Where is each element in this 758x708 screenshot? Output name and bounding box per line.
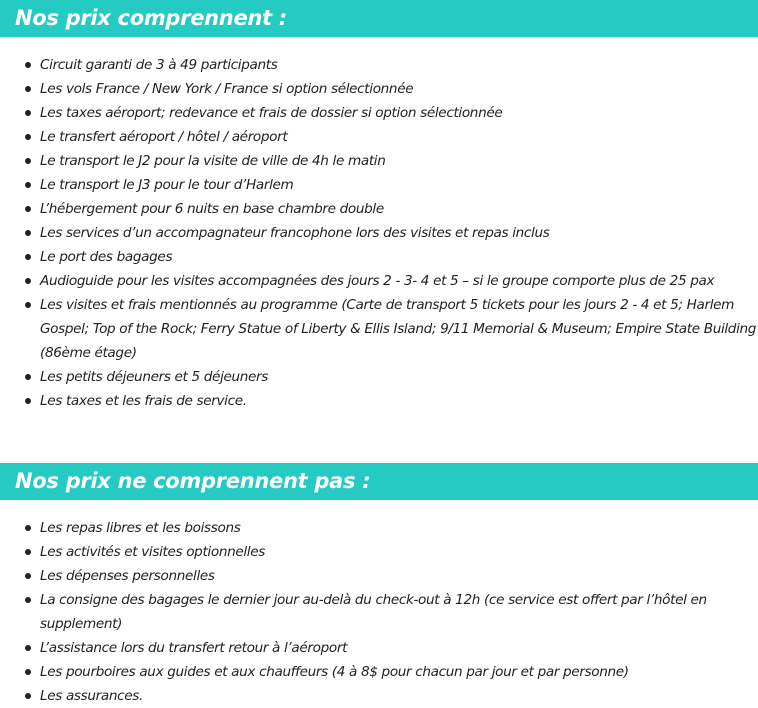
excluded-item: Les activités et visites optionnelles — [40, 540, 758, 564]
excluded-item: Les repas libres et les boissons — [40, 516, 758, 540]
included-item: Les visites et frais mentionnés au programme (Carte de transport 5 tickets pour les jours 2 - 4 et 5; Harlem Gospel; Top of the Rock; Ferry Statue of Liberty & Ellis Island; 9/11 Memorial & Museum; Empire State Building (86ème étage) — [40, 293, 758, 365]
excluded-section-title: Nos prix ne comprennent pas : — [15, 469, 371, 493]
included-item: Le transport le J2 pour la visite de ville de 4h le matin — [40, 149, 758, 173]
excluded-item: La consigne des bagages le dernier jour au-delà du check-out à 12h (ce service est offert par l’hôtel en supplement) — [40, 588, 758, 636]
included-item: Le port des bagages — [40, 245, 758, 269]
included-section-header — [0, 0, 758, 37]
excluded-item: L’assistance lors du transfert retour à l’aéroport — [40, 636, 758, 660]
included-item: Les vols France / New York / France si option sélectionnée — [40, 77, 758, 101]
included-item: Le transport le J3 pour le tour d’Harlem — [40, 173, 758, 197]
included-list — [0, 53, 758, 413]
excluded-item: Les dépenses personnelles — [40, 564, 758, 588]
included-item: Les petits déjeuners et 5 déjeuners — [40, 365, 758, 389]
included-item: Le transfert aéroport / hôtel / aéroport — [40, 125, 758, 149]
included-item: Audioguide pour les visites accompagnées des jours 2 - 3- 4 et 5 – si le groupe comporte plus de 25 pax — [40, 269, 758, 293]
excluded-item: Les assurances. — [40, 684, 758, 708]
excluded-item: Les pourboires aux guides et aux chauffeurs (4 à 8$ pour chacun par jour et par personne) — [40, 660, 758, 684]
included-item: Les services d’un accompagnateur francophone lors des visites et repas inclus — [40, 221, 758, 245]
included-item: Circuit garanti de 3 à 49 participants — [40, 53, 758, 77]
included-item: Les taxes aéroport; redevance et frais de dossier si option sélectionnée — [40, 101, 758, 125]
included-item: L’hébergement pour 6 nuits en base chambre double — [40, 197, 758, 221]
included-item: Les taxes et les frais de service. — [40, 389, 758, 413]
excluded-list — [0, 516, 758, 708]
excluded-section-header — [0, 463, 758, 500]
included-section-title: Nos prix comprennent : — [15, 6, 287, 30]
